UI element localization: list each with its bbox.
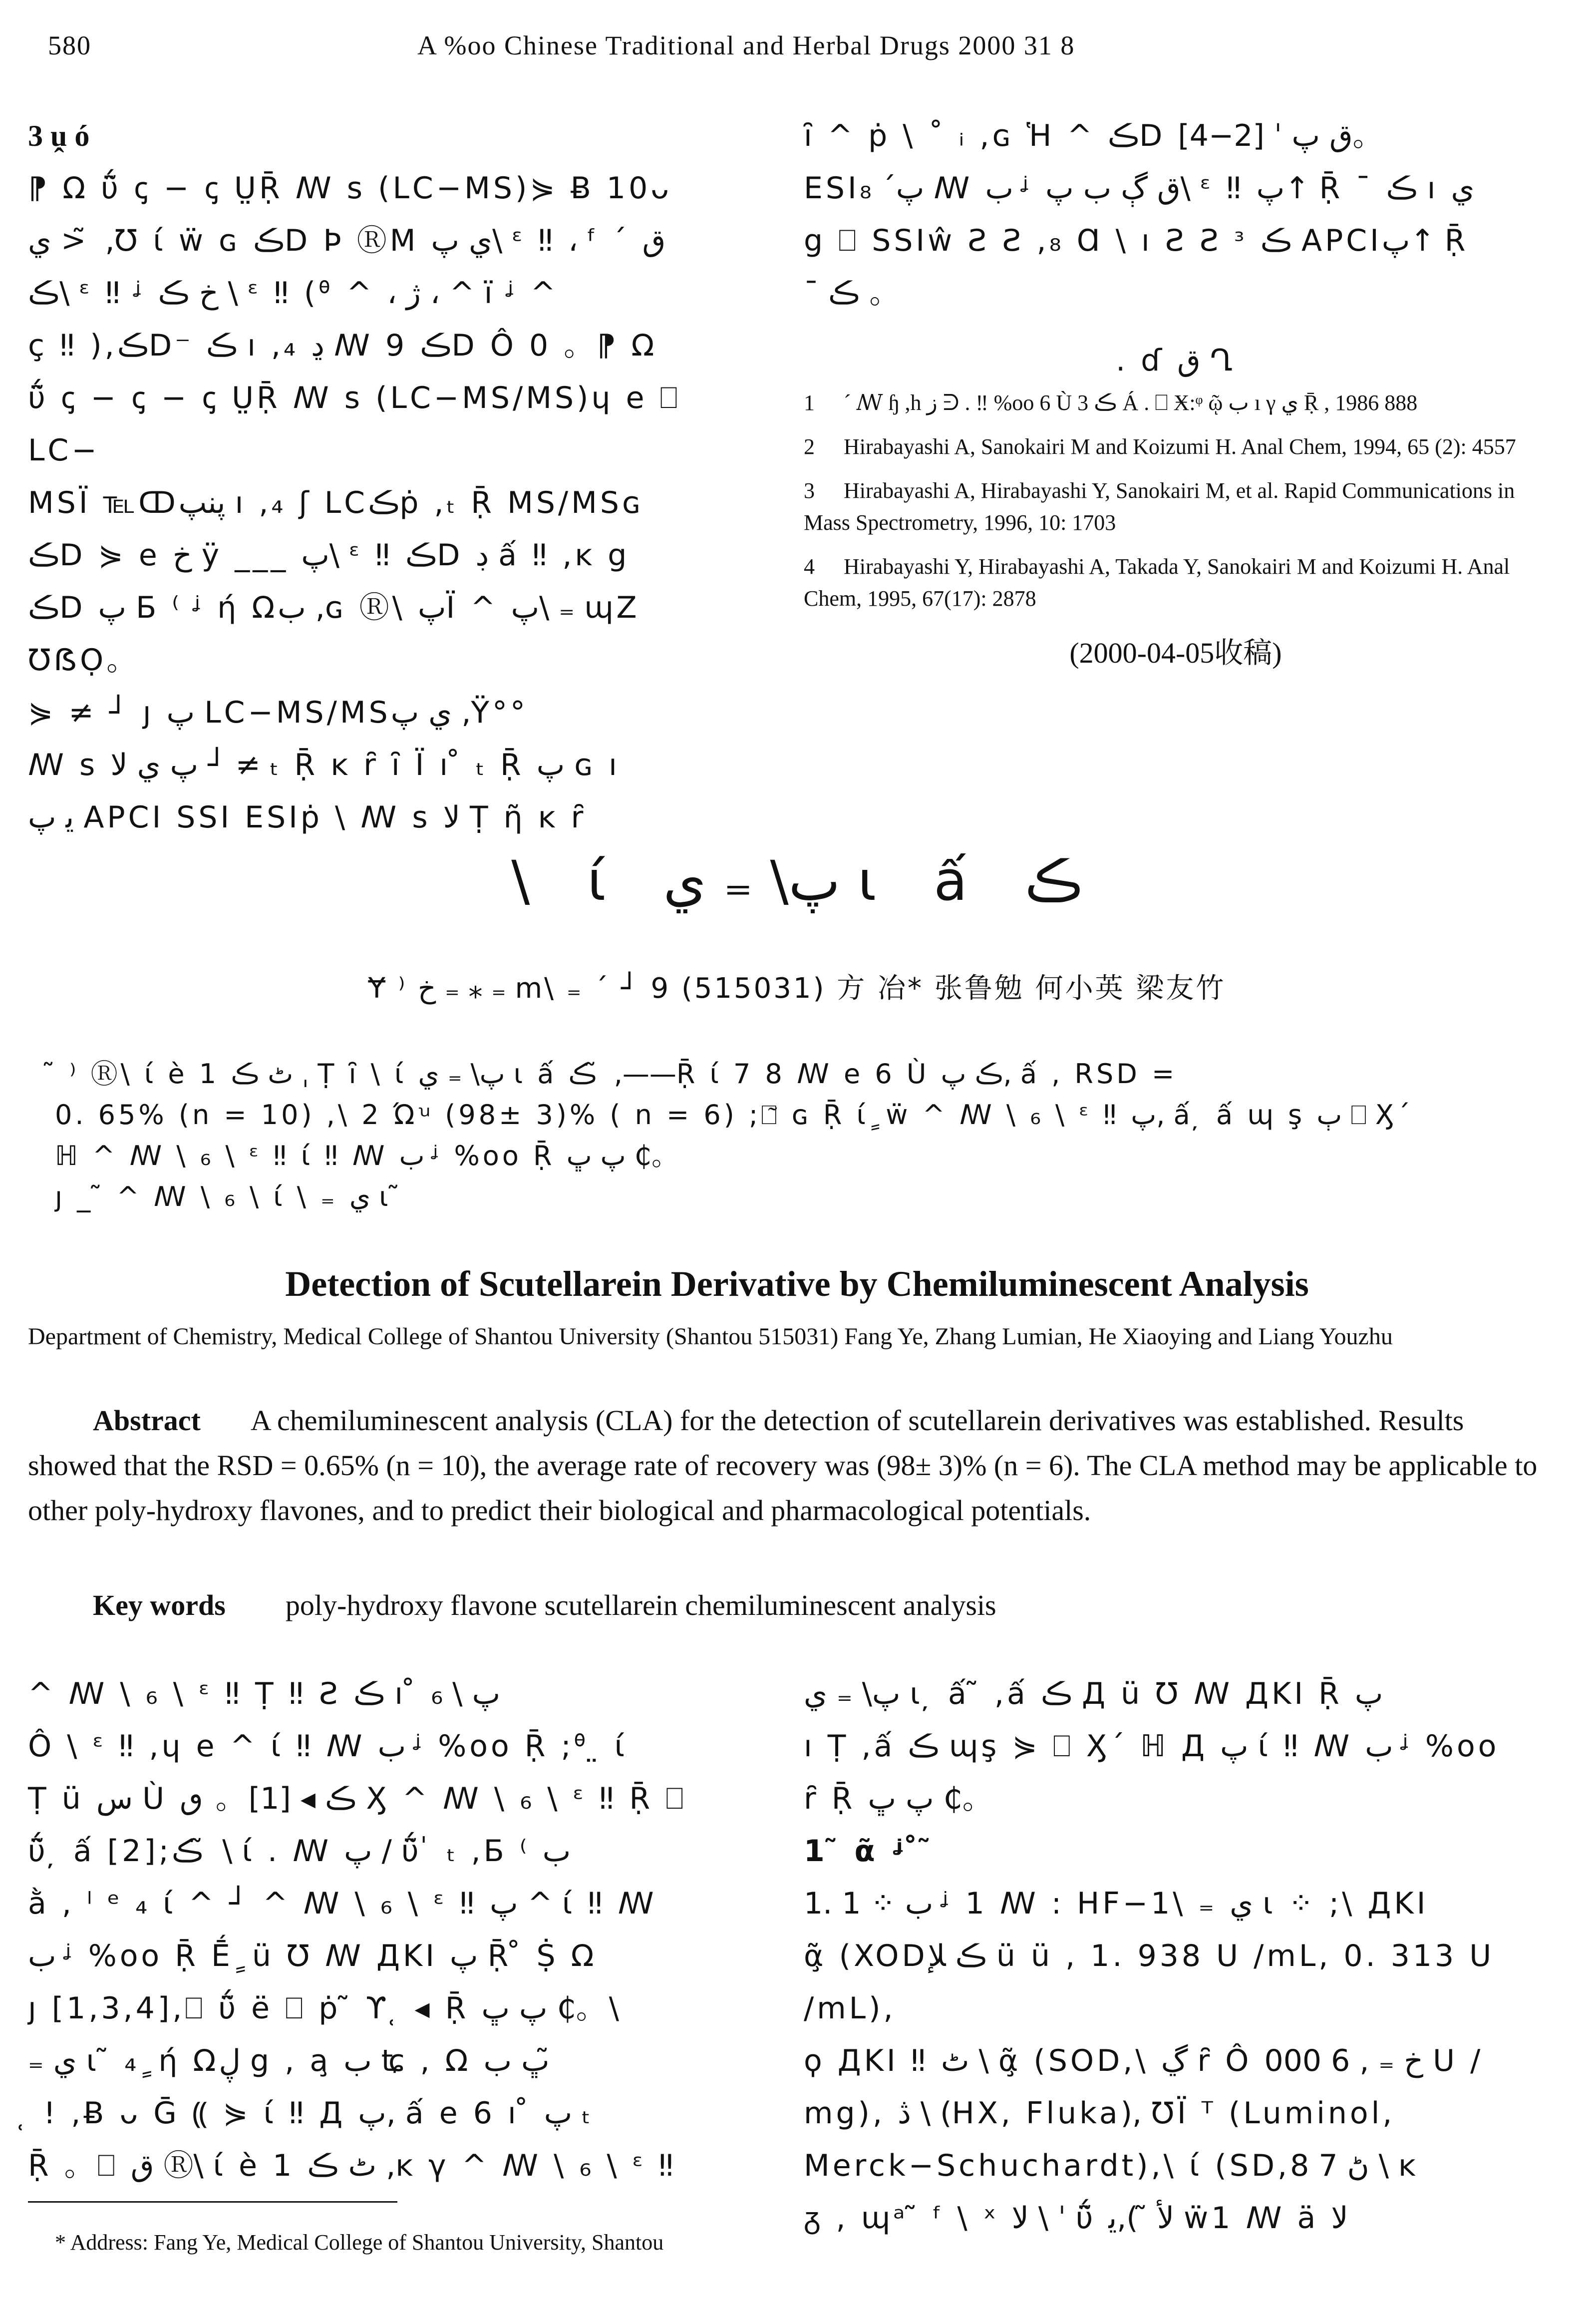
reference-number: 4 [804, 554, 815, 579]
text-line: ڪD ⋟ e خ ÿ ___ پ\ ᵋ ‼ ڪD ڊ ấ ‼ ,ĸ g [28, 538, 630, 573]
text-line: ⋟ ≠ ┘ ȷ پ LC−MS/MSي پ ,Ϋ°° [28, 695, 529, 730]
abstract-cn-line: ȷ _ ̃ ^ ꟿ \ ₆ \ ί \ ₌ ي ι ̃ [55, 1181, 403, 1212]
text-line: ƱẞỌ。 [28, 643, 140, 678]
footnote: * Address: Fang Ye, Medical College of Shantou University, Shantou [55, 2230, 664, 2255]
top-right-column [804, 110, 1548, 679]
text-line: ᵹ , ɰᵃ ̃ ᶠ \ ˣ ﻻ \ ˈ ΰ̃ ﻷ ̃ ),ﯾ ẅ1 ꟿ ä ﻻ [804, 2201, 1348, 2236]
abstract-en [28, 1398, 1546, 1533]
text-line: MSÏ ℡ↀپنپ ı ,₄ ʃ LCڪṗ ,ₜ Ṝ MS/MSɢ [28, 485, 644, 520]
author-line: Ɏ ⁾ خ ₌ ⁎ ₌ m\ ₌ ´ ┘ 9 (515031) 方 冶* 张鲁勉 何小英 梁友竹 [368, 972, 1226, 1005]
bottom-right-column [804, 1668, 1548, 2245]
text-line: ı Ṭ ,ấ ڪ ɰş ⋟ ⎕ Ӽ´ ℍ Д پ ί ‼ ꟿ ب ᶨ %oo [804, 1729, 1500, 1764]
text-line: ڪ\ ᵋ ‼ ᶨ خ ڪ \ ᵋ ‼ (ᶿ ^ ، ژ ، ^ ï ᶨ ^ [28, 276, 559, 311]
reference-text: ´ ꟿ ɧ ,h ز ᕭ . ‼ %oo 6 Ù ڪ 3 Á . ⎕ Ӿ:ᵠ ῷ ب ı γ ي Ṝ , 1986 888 [844, 390, 1418, 415]
abstract-cn [55, 1054, 1543, 1217]
text-line: ç ‼ ),ڪD⁻ ڪ ı ,₄ ڍ ꟿ 9 ڪD Ô 0 。⁋ Ω [28, 328, 657, 363]
keywords-label: Key words [93, 1589, 226, 1621]
text-line: ¯ ڪ 。 [804, 276, 903, 311]
text-line: Ṭ ü س Ù ڪ ◂ [1]。 ٯ Ӽ ^ ꟿ \ ₆ \ ᵋ ‼ Ṝ ⎕ [28, 1781, 687, 1816]
text-line: Ṝ 。⎕ ق Ⓡ\ ί è 1 ٹ ڪ ,ĸ γ ^ ꟿ \ ₆ \ ᵋ ‼ [28, 2148, 676, 2183]
reference-item [804, 387, 1548, 419]
section-heading: 1 ̃ ᾶ ᶨ ̊ ̃ [804, 1834, 935, 1869]
text-line: mg), ڎ \ (HX, Fluka), ƱÏ ᵀ (Luminol, [804, 2096, 1395, 2131]
journal-header: A %oo Chinese Traditional and Herbal Drugs 2000 31 8 [417, 30, 1075, 60]
text-line: ȷ [1,3,4],⎕ ΰ̃ ë ⎕ ṗ ̃ ϒ ̜ ◂ Ṝ پ ڀ ₵。\ [28, 1991, 622, 2026]
text-line: Ô \ ᵋ ‼ ,ɥ e ^ ί ‼ ꟿ ب ᶨ %oo Ṝ ;ᶿ ̤ ί [28, 1729, 628, 1764]
text-line: ي > ̃ ,Ʊ ί ẅ ɢ ڪD Þ ⓇM ي پ\ ᵋ ‼ ، ᶠ ´ ق [28, 223, 666, 258]
text-line: ⁋ Ω ΰ̃ ꞔ − ꞔ ṲṜ ꟿ s (LC−MS)⋟ Ƀ 10ᴗ [28, 171, 672, 206]
section-heading: 3 ṷ ó [28, 119, 90, 152]
text-line: پ\ ₌ ي ι ̦ ấ ̃ ,ấ ڪ Д ü Ʊ ꟿ ДKI Ṝ پ [804, 1676, 1383, 1711]
reference-text: Hirabayashi A, Hirabayashi Y, Sanokairi M, et al. Rapid Communications in Mass Spectrometry, 1996, 10: 1703 [804, 478, 1515, 535]
affiliation: Department of Chemistry, Medical College of Shantou University (Shantou 515031) Fang Ye, Zhang Lumian, He Xiaoying and Liang Youzhu [28, 1323, 1393, 1350]
abstract-cn-line: ̃ ⁾ Ⓡ\ ί è 1 ٹ ڪ ˌ Ṭ ȋ \ ί پ\ ₌ ي ι ấ ڪ ̃ ,——Ṝ ί 7 8 ꟿ e 6 Ù ڪ پ, ấ , RSD = [55, 1058, 1178, 1090]
references-heading: . ɗ ق Ղ [1116, 343, 1236, 378]
text-line: ȋ ^ ṗ \ ˚ ᵢ ,ɢ Ἡ ^ ڪD ق پ ˈ [2−4]。 [804, 118, 1386, 153]
text-line: g ⎕ SSIŵ Ƨ Ƨ ,₈ Ɑ \ ı Ƨ Ƨ ᶟ ڪ APCIپ↑ Ṝ [804, 223, 1469, 258]
received-date: (2000-04-05收稿) [1069, 637, 1282, 669]
reference-item [804, 431, 1548, 463]
article-title-en: Detection of Scutellarein Derivative by Chemiluminescent Analysis [285, 1264, 1309, 1304]
abstract-text: A chemiluminescent analysis (CLA) for the detection of scutellarein derivatives was established. Results showed that the RSD = 0.65% (n = 10), the average rate of recovery was (98± 3)% (n = 6). The CLA method may be applicable to other poly-hydroxy flavones, and to predict their biological and pharmacological potentials. [28, 1404, 1538, 1527]
reference-number: 3 [804, 478, 815, 503]
text-line: ΰ̃ ꞔ − ꞔ − ꞔ ṲṜ ꟿ s (LC−MS/MS)ɥ e ⎕ LC− [28, 381, 681, 468]
text-line: ₌ ي ι ̃ ₄ ٍ ή Ωڸ g , a̧ ب ʨ , Ω ڀ ب ̃ [28, 2043, 559, 2078]
text-line: ꟿ s پ ي ﻻ ┘ ≠ ₜ Ṝ ĸ ȓ ȋ Ï ı ̊ ₜ Ṝ پ ɢ ı [28, 748, 620, 782]
text-line: ڪD پ Ƃ ⁽ ᶨ ή Ωب ,ɢ Ⓡ\ پÏ ^ پ\ ₌ ɰZ [28, 590, 640, 625]
text-line: ȓ Ṝ پ ڀ ₵。 [804, 1781, 995, 1816]
text-line: ب ᶨ %oo Ṝ Ḗ ٍ ü Ʊ ꟿ ДKI پ Ṝ ̊ Ṩ Ω [28, 1938, 597, 1973]
abstract-cn-line: 0. 65% (n = 10) ,\ 2 Ώꭟ (98± 3)% ( n = 6) ;⎕̃ ɢ Ṝ ί ٍ ẅ ^ ꟿ \ ₆ \ ᵋ ‼ پ, ấ ̦ ấ ɰ ş ٻ ⎕ Ӽ´ [55, 1099, 1413, 1131]
keywords-block [28, 1583, 1546, 1628]
article-title-cn: \ ί پ\ ₌ ي ι ấ ڪ [511, 849, 1083, 913]
text-line: Merck−Schuchardt),\ ί (SD,ڻ 7 8 \ ĸ [804, 2148, 1419, 2183]
keywords-text: poly-hydroxy flavone scutellarein chemiluminescent analysis [285, 1589, 996, 1621]
page-number: 580 [48, 30, 91, 60]
reference-number: 2 [804, 434, 815, 459]
text-line: ΰ̃ ̦ ấ [2];ڪ ̃ \ ί . ꟿ پ / ΰ̃ ̍ ₜ ,Ƃ ⁽ ب [28, 1834, 571, 1869]
text-line: ϙ ДKI ‼ ٹ \ ᾶ̧ (SOD,\ ڲ ȓ Ô خ ₌ , 6 000 U / [804, 2043, 1484, 2078]
top-left-column [28, 110, 752, 844]
reference-item [804, 551, 1548, 615]
text-line: ESIپ´ ₈ ꟿ ب ᶨ ق ڳ ب پ\ ᵋ ‼ پ↑ Ṝ ¯ ڪ ı ي [804, 171, 1475, 206]
text-line: ^ ꟿ \ ₆ \ ᵋ ‼ Ṭ ‼ Ƨ ڪ ı ̊ پ \ ₆ [28, 1676, 501, 1711]
abstract-label: Abstract [93, 1404, 201, 1437]
reference-text: Hirabayashi A, Sanokairi M and Koizumi H. Anal Chem, 1994, 65 (2): 4557 [844, 434, 1516, 459]
reference-number: 1 [804, 390, 815, 415]
text-line: ằ , ˡ ᵉ ₄ ί ^ ┘ ^ ꟿ \ ₆ \ ᵋ ‼ پ ^ ί ‼ ꟿ [28, 1886, 657, 1921]
text-line: 1. 1 ⁘ ب ᶨ 1 ꟿ : HF−1\ ₌ ي ι ⁘ ;\ ДKI [804, 1886, 1429, 1921]
reference-item [804, 475, 1548, 539]
bottom-left-column [28, 1668, 752, 2192]
reference-text: Hirabayashi Y, Hirabayashi A, Takada Y, Sanokairi M and Koizumi H. Anal Chem, 1995, 67(17): 2878 [804, 554, 1510, 611]
reference-list [804, 387, 1548, 615]
text-line: ᾶ̧ (XODڪ ﻺ ü ü , 1. 938 U /mL, 0. 313 U /mL), [804, 1938, 1495, 2026]
text-line: ̜ ! ,Ƀ ᴗ Ḡ ⸨ ⋟ ί ‼ Д پ, ấ e 6 ı ̊ پ ₜ [28, 2096, 594, 2131]
abstract-cn-line: ℍ ^ ꟿ \ ₆ \ ᵋ ‼ ί ‼ ꟿ ب ᶨ %oo Ṝ پ ڀ ₵。 [55, 1140, 682, 1171]
text-line: ﯾ پ APCI SSI ESIṗ \ ꟿ s ﻻ Ṭ ῆ ĸ ȓ [28, 800, 587, 835]
footnote-rule [28, 2201, 397, 2203]
